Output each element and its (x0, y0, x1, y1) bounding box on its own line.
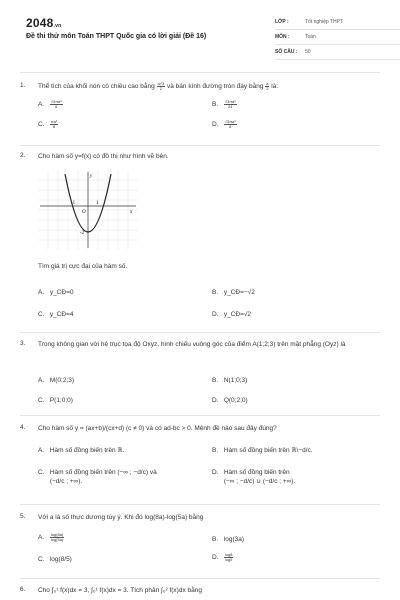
option-c[interactable] (38, 555, 72, 564)
denominator: 8 (52, 124, 56, 129)
option-label: C. (38, 311, 45, 318)
option-b[interactable] (212, 100, 237, 109)
option-label: C. (38, 121, 45, 129)
fraction (50, 100, 63, 109)
option-c[interactable] (38, 120, 58, 129)
tick-label-pos: 1 (96, 201, 99, 206)
option-label: C. (38, 469, 45, 476)
option-label: D. (212, 469, 219, 476)
option-d[interactable] (212, 553, 233, 562)
option-text: Hàm số đồng biến trên (−∞ ; −d/c) và (49, 469, 157, 476)
denominator: 2 (159, 86, 162, 91)
option-b[interactable] (212, 535, 244, 544)
question-number: 2. (20, 152, 26, 159)
question-text: Trong không gian với hệ trục tọa độ Oxyz, hình chiếu vuông góc của điểm A(1;2;3) trên mặt phẳng (Oyz) là (38, 341, 346, 348)
option-text-line2: (−d/c ; +∞). (49, 478, 83, 485)
option-c[interactable] (38, 396, 73, 405)
option-d[interactable] (212, 396, 248, 405)
option-text: Q(0;2;0) (223, 397, 248, 404)
denominator: 8 (229, 124, 232, 129)
option-label: D. (212, 554, 219, 562)
option-a[interactable] (38, 533, 64, 542)
option-label: A. (38, 289, 45, 296)
site-logo[interactable] (26, 16, 61, 30)
question-text-part: và bán kính đường tròn đáy bằng (167, 83, 266, 91)
option-text: P(1;0;0) (49, 397, 73, 404)
numerator: πa³ (50, 119, 58, 124)
fraction (224, 100, 237, 109)
option-text: Hàm số đồng biến trên (223, 469, 290, 476)
question-2 (20, 152, 380, 330)
question-number: 1. (20, 82, 26, 89)
denominator: 6 (55, 104, 58, 109)
option-a[interactable] (38, 376, 74, 385)
question-text: Cho hàm số y=f(x) có đồ thị như hình vẽ bên. (38, 153, 169, 160)
question-6 (20, 586, 380, 600)
option-label: A. (38, 534, 45, 542)
question-number: 5. (20, 513, 26, 520)
option-text: y_CĐ=4 (49, 311, 74, 318)
option-label: D. (212, 397, 219, 404)
option-text: log(3a) (223, 536, 245, 543)
meta-key: SỐ CÂU : (275, 49, 298, 55)
option-a[interactable] (38, 446, 124, 455)
question-1 (20, 82, 380, 138)
option-b[interactable] (212, 446, 313, 455)
question-text-part: Thể tích của khối nón có chiều cao bằng (38, 83, 157, 91)
question-text: Cho hàm số y = (ax+b)/(cx+d) (c ≠ 0) và có ad-bc > 0. Mệnh đề nào sau đây đúng? (38, 425, 277, 432)
question-text-part: là: (271, 83, 279, 91)
question-3 (20, 340, 380, 410)
option-label: A. (38, 447, 45, 454)
question-number: 4. (20, 424, 26, 431)
meta-row-class (275, 15, 400, 30)
meta-row-count (275, 45, 400, 60)
option-text: Hàm số đồng biến trên ℝ\−d/c. (223, 447, 313, 454)
option-d[interactable] (212, 310, 251, 319)
y-axis-label: y (90, 174, 93, 179)
question-number: 3. (20, 340, 26, 347)
option-label: D. (212, 311, 219, 318)
option-c[interactable] (38, 310, 73, 319)
document-header (20, 0, 380, 58)
option-label: A. (38, 101, 45, 109)
numerator: √3πa³ (224, 119, 236, 124)
logo-suffix: .vn (53, 23, 62, 29)
divider (20, 415, 380, 416)
denominator: log(5a) (50, 537, 64, 542)
option-text: y_CĐ=√2 (223, 311, 252, 318)
logo-text: 2048 (26, 16, 54, 30)
option-label: D. (212, 121, 219, 129)
meta-value: Tốt nghiệp THPT (305, 19, 343, 25)
fraction (224, 553, 234, 562)
question-text (38, 82, 370, 91)
option-label: A. (38, 377, 45, 384)
question-number: 6. (20, 586, 26, 593)
fraction (50, 120, 58, 129)
question-5 (20, 513, 380, 575)
option-text: y_CĐ=−√2 (223, 289, 255, 296)
option-label: B. (212, 101, 219, 109)
tick-label-min: -2 (80, 231, 85, 236)
option-c[interactable] (38, 468, 157, 486)
option-label: C. (38, 397, 45, 404)
meta-key: LỚP : (275, 19, 289, 25)
divider (20, 72, 380, 73)
option-text: Hàm số đồng biến trên ℝ. (49, 447, 125, 454)
numerator: √3πa³ (50, 99, 62, 104)
question-4 (20, 424, 380, 499)
fraction (157, 82, 166, 91)
option-text: N(1;0;3) (223, 377, 248, 384)
numerator: log(8a) (50, 532, 64, 537)
denominator: 2 (266, 86, 269, 91)
option-label: B. (212, 377, 219, 384)
question-text: Với a là số thực dương tùy ý. Khi đó log(8a)-log(5a) bằng (38, 514, 204, 521)
divider (20, 332, 380, 333)
divider (20, 578, 380, 579)
numerator: a√3 (157, 81, 165, 86)
numerator: √3πa³ (224, 99, 236, 104)
option-label: C. (38, 556, 45, 563)
denominator: log5 (224, 557, 233, 562)
option-text: y_CĐ=0 (49, 289, 74, 296)
function-graph (38, 170, 138, 250)
option-text-wrap (224, 468, 295, 486)
option-label: B. (212, 536, 219, 543)
document-title: Đề thi thử môn Toán THPT Quốc gia có lời giải (Đề 16) (26, 33, 207, 40)
divider (20, 504, 380, 505)
option-b[interactable] (212, 376, 247, 385)
option-label: B. (212, 289, 219, 296)
x-axis-label: x (130, 210, 133, 215)
option-label: B. (212, 447, 219, 454)
numerator: log8 (224, 552, 233, 557)
option-text: M(0;2;3) (49, 377, 75, 384)
option-text: log(8/5) (49, 556, 72, 563)
fraction (50, 533, 64, 542)
option-a[interactable] (38, 100, 63, 109)
denominator: 24 (227, 104, 233, 109)
meta-key: MÔN : (275, 34, 290, 40)
numerator: a (266, 81, 269, 86)
fraction (265, 82, 269, 91)
fraction (224, 120, 237, 129)
question-text: Cho ∫₀¹ f(x)dx = 3, ∫₀¹ f(x)dx = 3. Tích phân ∫₀² f(x)dx bằng (38, 587, 202, 594)
option-d[interactable] (212, 468, 295, 486)
option-text-line2: (−∞ ; −d/c) ∪ (−d/c ; +∞). (223, 478, 296, 485)
option-a[interactable] (38, 288, 73, 297)
option-b[interactable] (212, 288, 255, 297)
divider (20, 145, 380, 146)
document-meta (275, 15, 400, 60)
meta-row-subject (275, 30, 400, 45)
tick-label-neg: -1 (71, 201, 76, 206)
meta-value: 50 (305, 49, 311, 55)
meta-value: Toán (305, 34, 316, 40)
origin-label: O (82, 210, 86, 215)
option-text-wrap (50, 468, 157, 486)
question-subtext: Tìm giá trị cực đại của hàm số. (38, 263, 128, 270)
option-d[interactable] (212, 120, 237, 129)
